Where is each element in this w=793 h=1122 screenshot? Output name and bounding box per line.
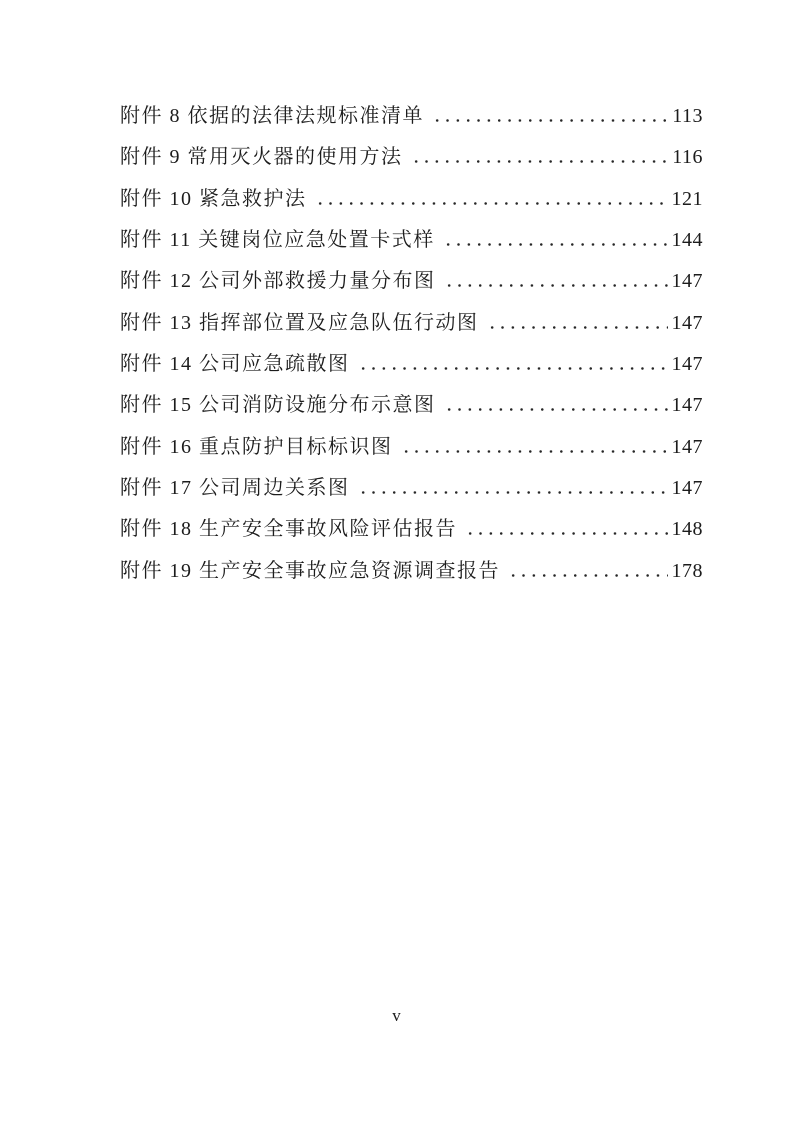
toc-entry-title: 附件 13 指挥部位置及应急队伍行动图: [120, 311, 479, 334]
toc-entry: [120, 385, 703, 426]
toc-entry-title: 附件 9 常用灭火器的使用方法: [120, 146, 403, 169]
page-number: v: [392, 1006, 401, 1025]
toc-entry-page: 147: [671, 270, 703, 293]
toc-entry-title: 附件 15 公司消防设施分布示意图: [120, 394, 436, 417]
toc-entry-page: 148: [671, 518, 703, 541]
toc-entry: [120, 509, 703, 550]
dot-leader: [444, 408, 668, 411]
toc-entry-title: 附件 11 关键岗位应急处置卡式样: [120, 229, 435, 252]
toc-entry-title: 附件 16 重点防护目标标识图: [120, 435, 393, 458]
toc-entry-page: 121: [671, 187, 703, 210]
toc-entry: [120, 468, 703, 509]
toc-entry-page: 113: [672, 105, 703, 127]
toc-entry-title: 附件 17 公司周边关系图: [120, 477, 350, 500]
toc-entry-page: 147: [671, 477, 703, 500]
toc-entry: [120, 551, 703, 592]
toc-entry-title: 附件 12 公司外部救援力量分布图: [120, 270, 436, 293]
toc-entry: [120, 303, 703, 344]
toc-entry: [120, 344, 703, 385]
dot-leader: [358, 367, 668, 370]
toc-entry: [120, 427, 703, 468]
toc-entry-page: 147: [671, 311, 703, 334]
toc-entry-title: 附件 19 生产安全事故应急资源调查报告: [120, 559, 500, 582]
toc-entry-title: 附件 10 紧急救护法: [120, 187, 307, 210]
toc-entry-title: 附件 18 生产安全事故风险评估报告: [120, 518, 457, 541]
dot-leader: [444, 284, 668, 287]
dot-leader: [401, 450, 668, 453]
toc-entry-page: 144: [671, 229, 703, 252]
toc-entry-page: 147: [671, 353, 703, 376]
toc-entry-page: 116: [672, 146, 703, 169]
dot-leader: [487, 326, 668, 329]
dot-leader: [411, 160, 669, 163]
dot-leader: [315, 202, 668, 205]
dot-leader: [358, 491, 668, 494]
toc-entry-page: 178: [671, 559, 703, 582]
toc-entry-title: 附件 14 公司应急疏散图: [120, 353, 350, 376]
toc-entry: [120, 96, 703, 137]
table-of-contents: [120, 96, 703, 592]
toc-entry: [120, 137, 703, 178]
toc-entry-page: 147: [671, 394, 703, 417]
toc-entry: [120, 220, 703, 261]
toc-entry-title: 附件 8 依据的法律法规标准清单: [120, 105, 424, 127]
dot-leader: [432, 119, 668, 122]
dot-leader: [508, 574, 668, 577]
dot-leader: [465, 532, 668, 535]
toc-entry: [120, 261, 703, 302]
toc-entry: [120, 179, 703, 220]
toc-entry-page: 147: [671, 435, 703, 458]
dot-leader: [443, 243, 668, 246]
